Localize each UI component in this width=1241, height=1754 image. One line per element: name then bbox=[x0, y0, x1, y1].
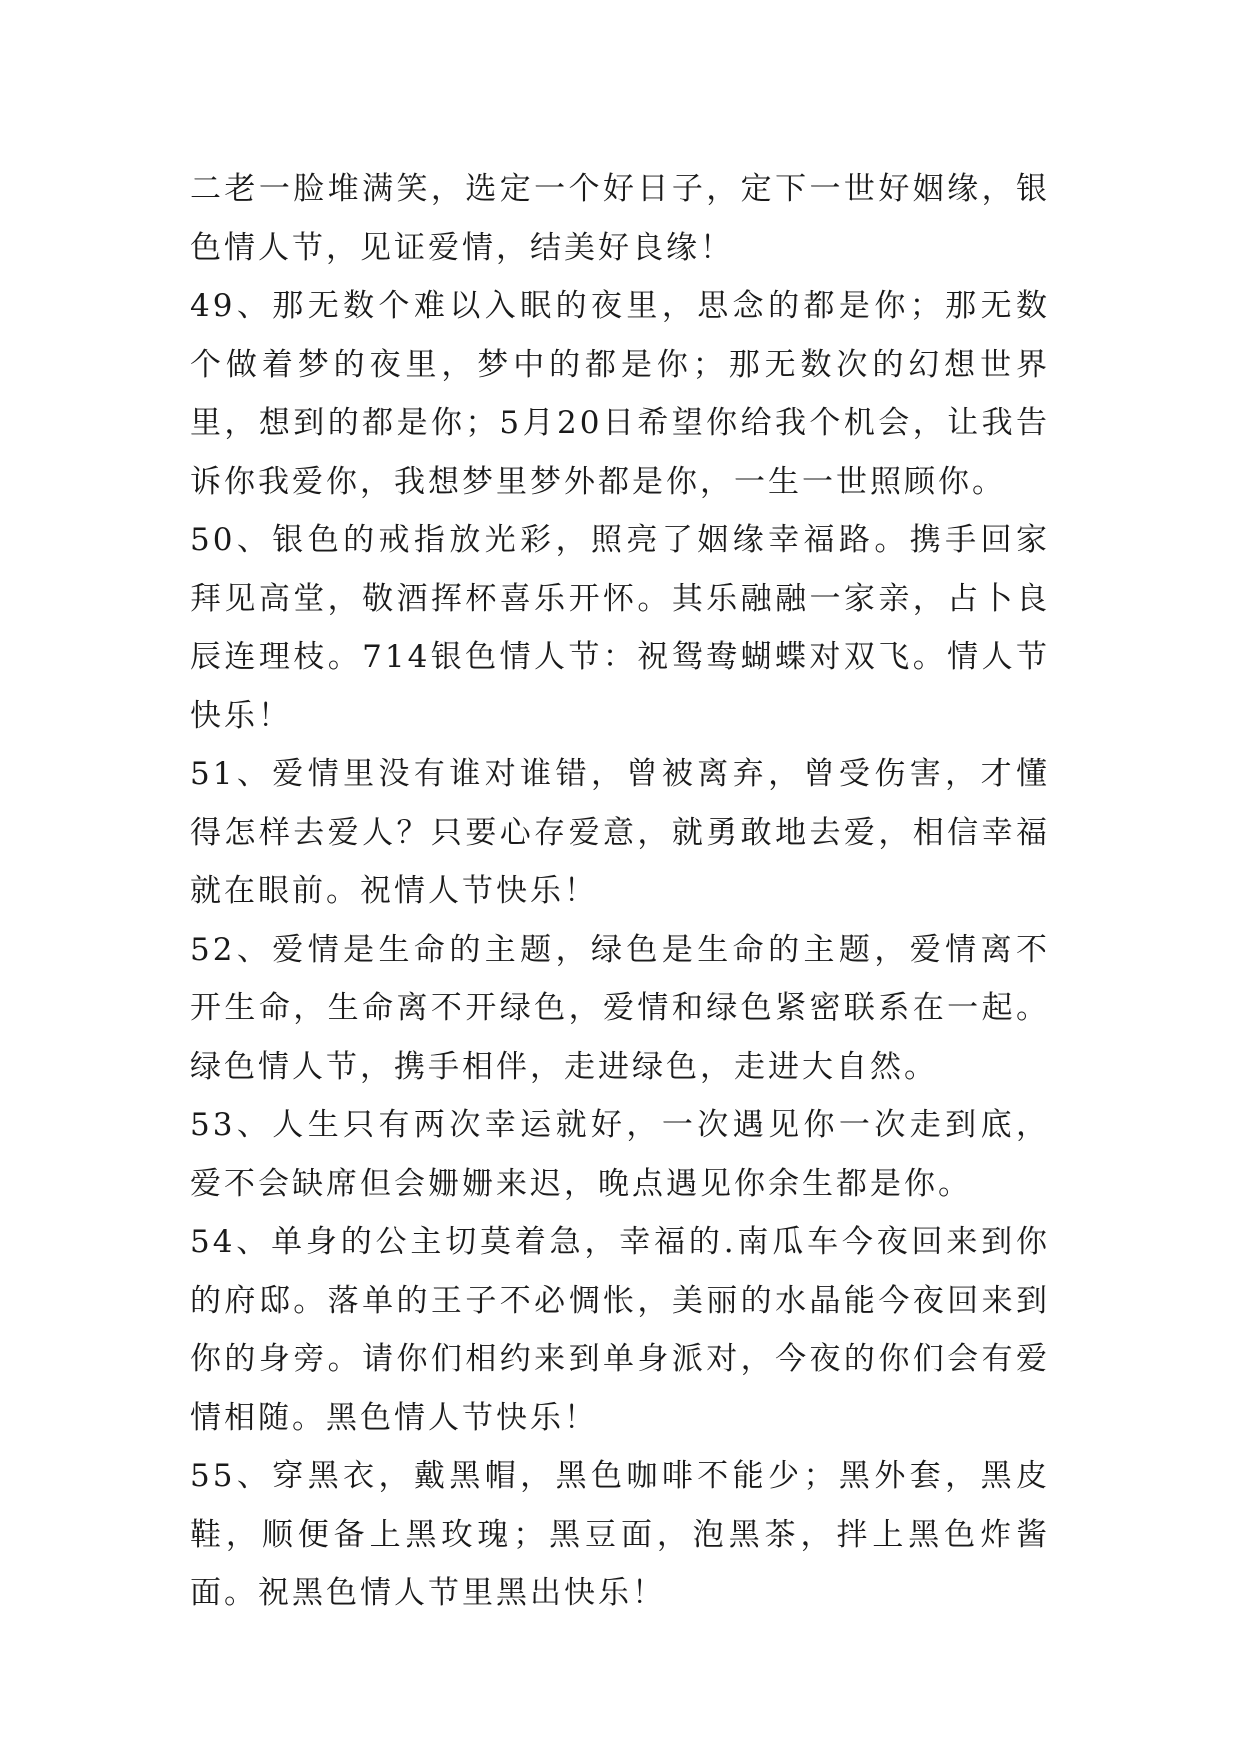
paragraph-51: 51、爱情里没有谁对谁错，曾被离弃，曾受伤害，才懂得怎样去爱人？只要心存爱意，就勇敢地去爱，相信幸福就在眼前。祝情人节快乐！ bbox=[190, 756, 1050, 909]
paragraph-54: 54、单身的公主切莫着急，幸福的.南瓜车今夜回来到你的府邸。落单的王子不必惆怅，美丽的水晶能今夜回来到你的身旁。请你们相约来到单身派对，今夜的你们会有爱情相随。黑色情人节快乐！ bbox=[190, 1224, 1050, 1436]
paragraph-continuation: 二老一脸堆满笑，选定一个好日子，定下一世好姻缘，银色情人节，见证爱情，结美好良缘！ bbox=[190, 171, 1050, 266]
paragraph-55: 55、穿黑衣，戴黑帽，黑色咖啡不能少；黑外套，黑皮鞋，顺便备上黑玫瑰；黑豆面，泡黑茶，拌上黑色炸酱面。祝黑色情人节里黑出快乐！ bbox=[190, 1458, 1050, 1611]
paragraph-53: 53、人生只有两次幸运就好，一次遇见你一次走到底，爱不会缺席但会姗姗来迟，晚点遇见你余生都是你。 bbox=[190, 1107, 1050, 1202]
paragraph-50: 50、银色的戒指放光彩，照亮了姻缘幸福路。携手回家拜见高堂，敬酒挥杯喜乐开怀。其乐融融一家亲，占卜良辰连理枝。714银色情人节：祝鸳鸯蝴蝶对双飞。情人节快乐！ bbox=[190, 522, 1050, 734]
document-body bbox=[190, 160, 1050, 1623]
paragraph-49: 49、那无数个难以入眠的夜里，思念的都是你；那无数个做着梦的夜里，梦中的都是你；那无数次的幻想世界里，想到的都是你；5月20日希望你给我个机会，让我告诉你我爱你，我想梦里梦外都是你，一生一世照顾你。 bbox=[190, 288, 1050, 500]
paragraph-52: 52、爱情是生命的主题，绿色是生命的主题，爱情离不开生命，生命离不开绿色，爱情和绿色紧密联系在一起。绿色情人节，携手相伴，走进绿色，走进大自然。 bbox=[190, 931, 1050, 1085]
